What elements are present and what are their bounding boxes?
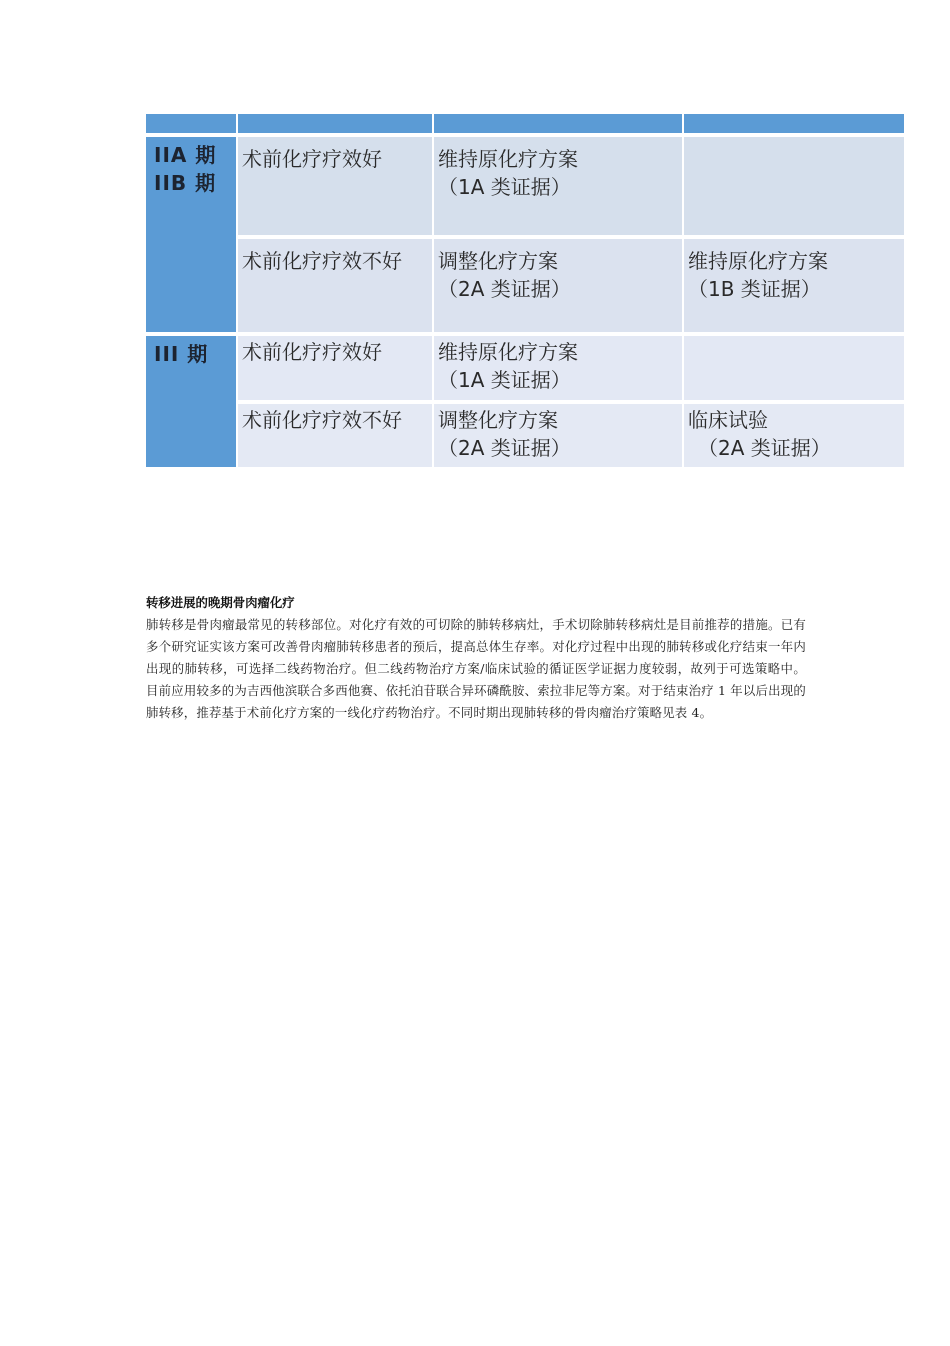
plan-text: 维持原化疗方案 [438,340,578,364]
table-cell-plan [434,239,682,332]
plan-text: 调整化疗方案 [438,408,558,432]
table-cell-response [238,404,432,467]
evidence-text: （2A 类证据） [438,436,571,460]
table-header-cell [238,114,432,133]
response-text: 术前化疗疗效不好 [242,249,402,273]
table-cell-alt-plan [684,404,904,467]
table-cell-response [238,137,432,235]
table-cell-alt-plan [684,336,904,400]
table-header-cell [684,114,904,133]
table-cell-response [238,239,432,332]
evidence-text: （1A 类证据） [438,368,571,392]
stage-cell-iii [146,336,236,467]
table-header-cell [146,114,236,133]
table-cell-alt-plan [684,137,904,235]
stage-label: IIB 期 [154,171,217,195]
section-title: 转移进展的晚期骨肉瘤化疗 [146,595,295,610]
stage-cell-ii [146,137,236,332]
table-cell-plan [434,404,682,467]
table-cell-plan [434,137,682,235]
stage-label: III 期 [154,342,209,366]
section-body: 肺转移是骨肉瘤最常见的转移部位。对化疗有效的可切除的肺转移病灶，手术切除肺转移病灶是目前推荐的措施。已有多个研究证实该方案可改善骨肉瘤肺转移患者的预后，提高总体生存率。对化疗过程中出现的肺转移或化疗结束一年内出现的肺转移，可选择二线药物治疗。但二线药物治疗方案/临床试验的循证医学证据力度较弱，故列于可选策略中。 目前应用较多的为吉西他滨联合多西他赛、依托泊苷联合异环磷酰胺、索拉非尼等方案。对于结束治疗 1 年以后出现的肺转移，推荐基于术前化疗方案的一线化疗药物治疗。不同时期出现肺转移的骨肉瘤治疗策略见表 4。 [146,617,806,720]
response-text: 术前化疗疗效好 [242,340,382,364]
response-text: 术前化疗疗效不好 [242,408,402,432]
response-text: 术前化疗疗效好 [242,147,382,171]
table-cell-alt-plan [684,239,904,332]
evidence-text: （2A 类证据） [698,436,831,460]
table-header-cell [434,114,682,133]
stage-label: IIA 期 [154,143,217,167]
table-cell-response [238,336,432,400]
plan-text: 调整化疗方案 [438,249,558,273]
evidence-text: （1A 类证据） [438,175,571,199]
evidence-text: （1B 类证据） [688,277,821,301]
treatment-table [146,114,904,471]
plan-text: 临床试验 [688,408,768,432]
table-cell-plan [434,336,682,400]
plan-text: 维持原化疗方案 [688,249,828,273]
section-metastatic-chemo [146,592,806,724]
plan-text: 维持原化疗方案 [438,147,578,171]
evidence-text: （2A 类证据） [438,277,571,301]
